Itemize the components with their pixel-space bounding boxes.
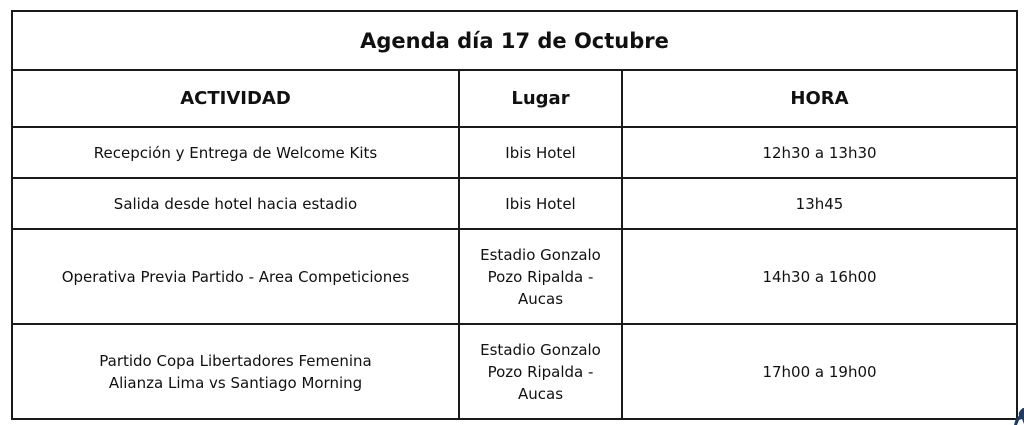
activity-cell: Recepción y Entrega de Welcome Kits: [12, 127, 459, 178]
time-cell: 13h45: [622, 178, 1017, 229]
title-row: [12, 11, 1017, 70]
activity-cell: Salida desde hotel hacia estadio: [12, 178, 459, 229]
table-row: [12, 178, 1017, 229]
header-row: [12, 70, 1017, 127]
header-activity: ACTIVIDAD: [12, 70, 459, 127]
table-row: [12, 229, 1017, 324]
agenda-table: [11, 10, 1018, 420]
table-row: [12, 324, 1017, 419]
table-row: [12, 127, 1017, 178]
time-cell: 12h30 a 13h30: [622, 127, 1017, 178]
time-cell: 14h30 a 16h00: [622, 229, 1017, 324]
place-cell: Estadio Gonzalo Pozo Ripalda - Aucas: [459, 229, 622, 324]
place-cell: Estadio Gonzalo Pozo Ripalda - Aucas: [459, 324, 622, 419]
place-cell: Ibis Hotel: [459, 178, 622, 229]
table-title: Agenda día 17 de Octubre: [12, 11, 1017, 70]
time-cell: 17h00 a 19h00: [622, 324, 1017, 419]
partial-figure-icon: [1010, 407, 1024, 425]
header-place: Lugar: [459, 70, 622, 127]
activity-cell: Partido Copa Libertadores Femenina Alianza Lima vs Santiago Morning: [12, 324, 459, 419]
place-cell: Ibis Hotel: [459, 127, 622, 178]
header-time: HORA: [622, 70, 1017, 127]
activity-cell: Operativa Previa Partido - Area Competiciones: [12, 229, 459, 324]
